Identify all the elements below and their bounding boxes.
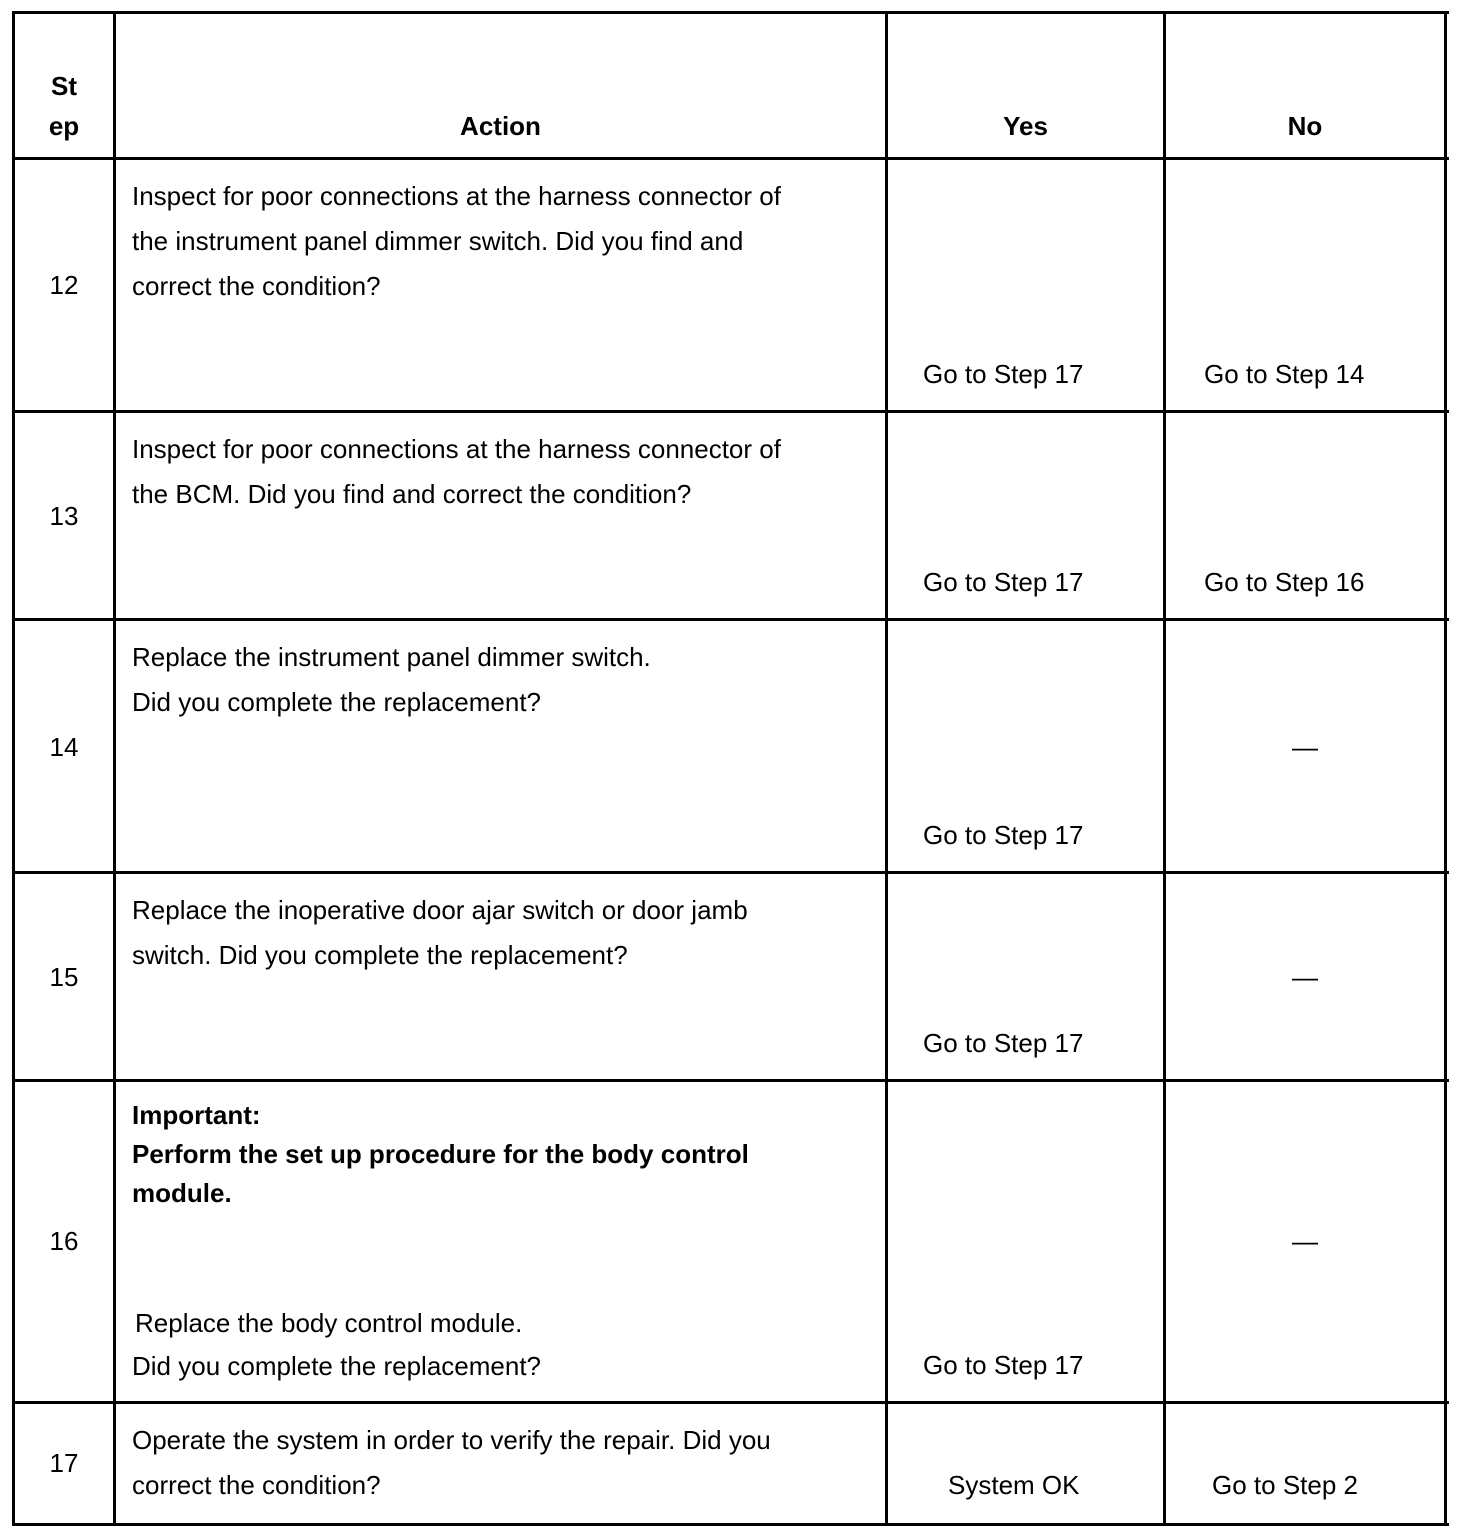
yes-result: System OK: [948, 1470, 1080, 1500]
step-cell: [15, 874, 113, 1079]
step-number: 12: [49, 270, 79, 300]
step-number: 17: [49, 1448, 79, 1478]
step-cell: [15, 1404, 113, 1523]
step-cell: [15, 1082, 113, 1401]
no-cell: [1166, 160, 1444, 410]
action-line: Replace the body control module.: [135, 1308, 523, 1338]
action-line: Replace the instrument panel dimmer switch.: [132, 642, 651, 672]
action-line: the BCM. Did you find and correct the condition?: [132, 479, 692, 509]
header-action: [116, 11, 885, 157]
important-line: module.: [132, 1178, 232, 1208]
important-label: Important:: [132, 1100, 261, 1130]
action-line: Replace the inoperative door ajar switch or door jamb: [132, 895, 748, 925]
action-line: Inspect for poor connections at the harness connector of: [132, 181, 781, 211]
table-row: [12, 413, 1449, 621]
yes-cell: [888, 1404, 1163, 1523]
action-text: [132, 1302, 541, 1388]
step-number: 16: [49, 1226, 79, 1256]
step-number: 15: [49, 962, 79, 992]
table-row: [12, 1082, 1449, 1404]
action-cell: [132, 160, 882, 410]
action-line: the instrument panel dimmer switch. Did you find and: [132, 226, 744, 256]
table-row: [12, 621, 1449, 874]
no-result-dash: —: [1292, 732, 1318, 762]
yes-result: Go to Step 17: [923, 1350, 1084, 1380]
no-cell: [1166, 874, 1444, 1079]
no-cell: [1166, 413, 1444, 618]
no-cell: [1166, 1082, 1444, 1401]
header-step-line1: St: [51, 71, 77, 101]
yes-result: Go to Step 17: [923, 1028, 1084, 1058]
no-result-dash: —: [1292, 1226, 1318, 1256]
yes-cell: [888, 1082, 1163, 1401]
diagnostic-table: [12, 11, 1449, 1526]
no-cell: [1166, 621, 1444, 871]
action-line: switch. Did you complete the replacement?: [132, 940, 628, 970]
action-line: correct the condition?: [132, 271, 381, 301]
action-line: Operate the system in order to verify the repair. Did you: [132, 1425, 771, 1455]
action-cell: [132, 1404, 882, 1523]
header-row: [12, 11, 1449, 160]
no-result: Go to Step 16: [1204, 567, 1365, 597]
action-line: Inspect for poor connections at the harness connector of: [132, 434, 781, 464]
step-number: 13: [49, 501, 79, 531]
table-row: [12, 1404, 1449, 1526]
action-line: correct the condition?: [132, 1470, 381, 1500]
table-row: [12, 874, 1449, 1082]
action-cell: [132, 874, 882, 1079]
important-note: [132, 1096, 749, 1213]
yes-result: Go to Step 17: [923, 567, 1084, 597]
header-no-label: No: [1287, 111, 1323, 141]
step-number: 14: [49, 732, 79, 762]
yes-cell: [888, 413, 1163, 618]
step-cell: [15, 621, 113, 871]
action-cell: [132, 413, 882, 618]
header-yes: [888, 11, 1163, 157]
header-step: [15, 11, 113, 157]
yes-cell: [888, 874, 1163, 1079]
yes-cell: [888, 621, 1163, 871]
step-cell: [15, 413, 113, 618]
yes-cell: [888, 160, 1163, 410]
no-cell: [1166, 1404, 1444, 1523]
action-cell: [132, 1082, 882, 1401]
step-cell: [15, 160, 113, 410]
action-cell: [132, 621, 882, 871]
header-yes-label: Yes: [1003, 111, 1048, 141]
yes-result: Go to Step 17: [923, 820, 1084, 850]
table-row: [12, 160, 1449, 413]
action-line: Did you complete the replacement?: [132, 687, 542, 717]
no-result-dash: —: [1292, 962, 1318, 992]
header-action-label: Action: [460, 111, 541, 141]
important-line: Perform the set up procedure for the body control: [132, 1139, 749, 1169]
header-no: [1166, 11, 1444, 157]
no-result: Go to Step 2: [1212, 1470, 1358, 1500]
action-line: Did you complete the replacement?: [132, 1351, 542, 1381]
yes-result: Go to Step 17: [923, 359, 1084, 389]
no-result: Go to Step 14: [1204, 359, 1365, 389]
header-step-line2: ep: [48, 111, 80, 141]
